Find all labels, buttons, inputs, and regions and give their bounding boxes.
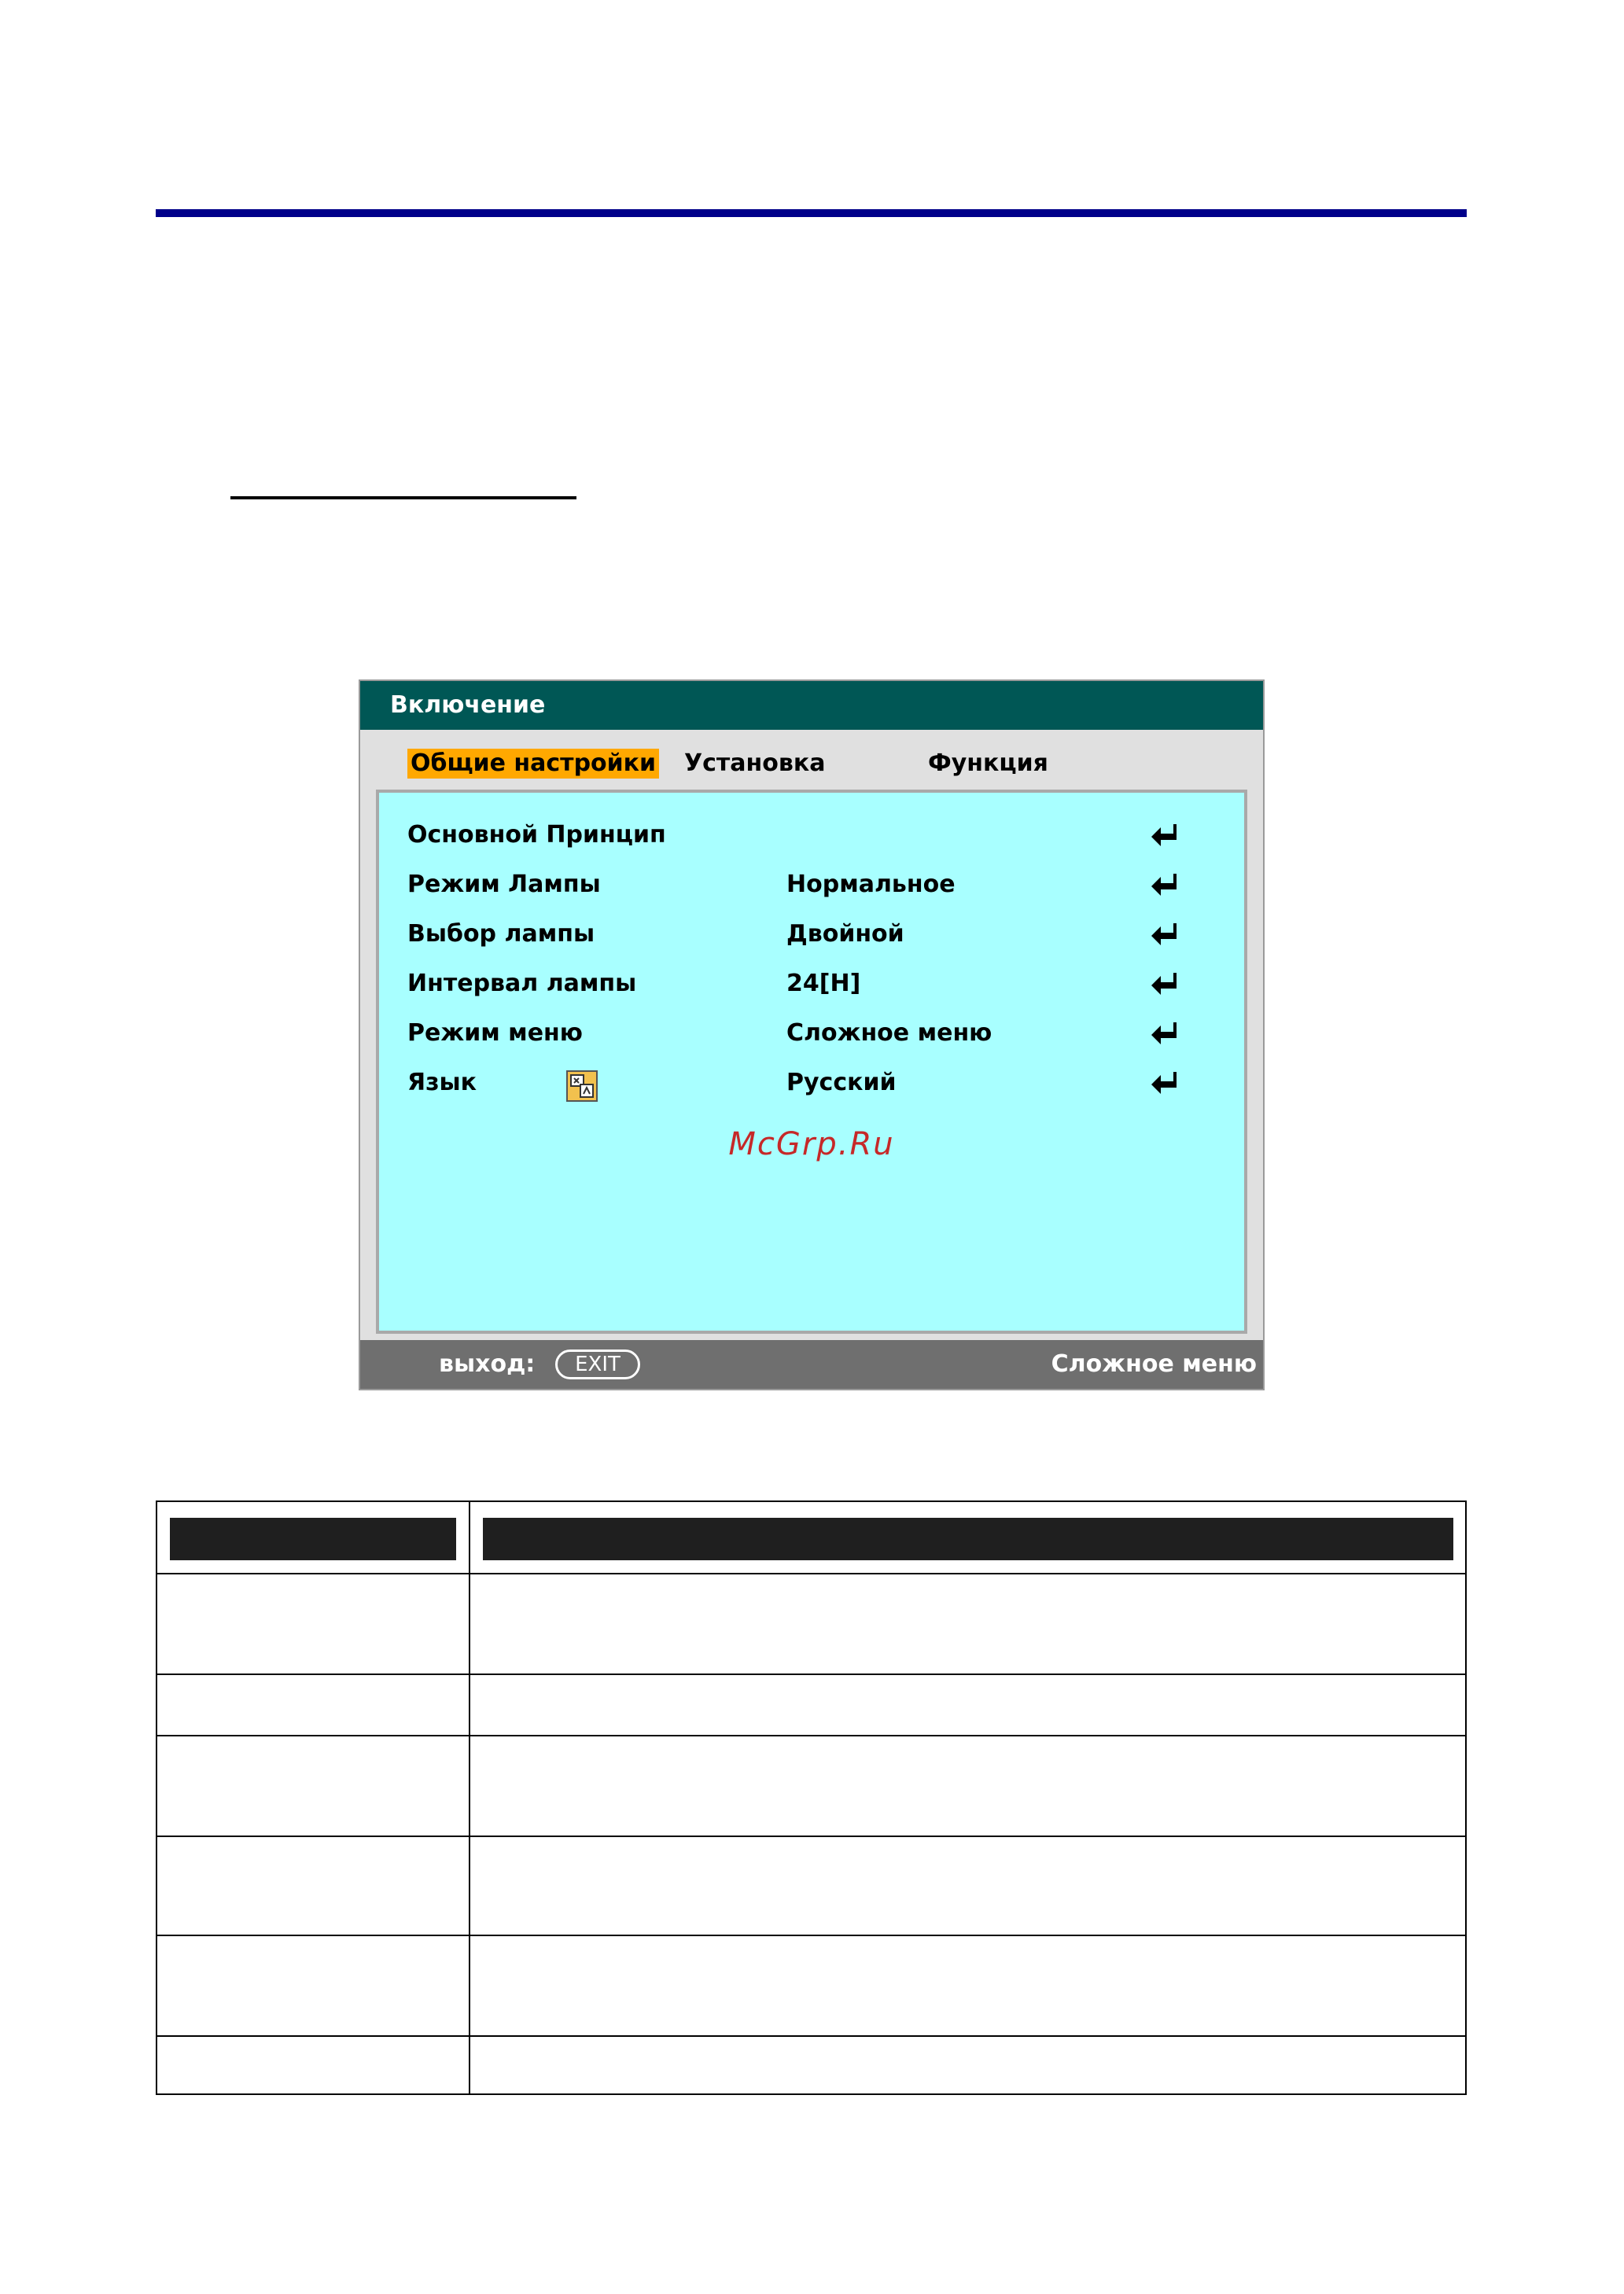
- table-row-divider: [157, 2035, 1465, 2037]
- row-label: Основной Принцип: [407, 821, 666, 849]
- osd-row-lamp-interval[interactable]: [379, 965, 1244, 1003]
- row-label: Выбор лампы: [407, 920, 595, 948]
- tab-installation[interactable]: Установка: [684, 749, 826, 777]
- enter-icon[interactable]: [1150, 1021, 1181, 1046]
- row-value: Сложное меню: [786, 1019, 992, 1047]
- column-divider: [469, 1502, 470, 2093]
- enter-icon[interactable]: [1150, 823, 1181, 848]
- top-rule: [156, 209, 1467, 217]
- exit-label: выход:: [439, 1350, 536, 1378]
- table-row-divider: [157, 1735, 1465, 1736]
- osd-row-basic-principle[interactable]: [379, 816, 1244, 854]
- menu-mode-indicator: Сложное меню: [1051, 1350, 1257, 1378]
- osd-row-menu-mode[interactable]: [379, 1014, 1244, 1052]
- header-cell-description: [483, 1518, 1453, 1560]
- table-row-divider: [157, 1935, 1465, 1936]
- osd-settings-panel: [376, 790, 1247, 1334]
- osd-row-lamp-select[interactable]: [379, 915, 1244, 953]
- osd-title: Включение: [360, 681, 1263, 730]
- table-row-divider: [157, 1674, 1465, 1675]
- osd-menu: [359, 679, 1265, 1390]
- osd-footer: [360, 1340, 1263, 1389]
- row-value: Русский: [786, 1069, 897, 1096]
- row-label: Режим меню: [407, 1019, 583, 1047]
- enter-icon[interactable]: [1150, 872, 1181, 897]
- row-label: Язык: [407, 1069, 477, 1096]
- header-cell-item: [170, 1518, 456, 1560]
- description-table: [156, 1500, 1467, 2095]
- tab-function[interactable]: Функция: [928, 749, 1048, 777]
- enter-icon[interactable]: [1150, 1070, 1181, 1095]
- table-row-divider: [157, 1573, 1465, 1574]
- enter-icon[interactable]: [1150, 922, 1181, 947]
- section-underline: [230, 496, 576, 499]
- osd-row-language[interactable]: [379, 1064, 1244, 1102]
- row-label: Интервал лампы: [407, 970, 637, 997]
- table-row-divider: [157, 1836, 1465, 1837]
- watermark: McGrp.Ru: [728, 1126, 895, 1162]
- exit-button[interactable]: EXIT: [555, 1350, 640, 1379]
- row-value: Нормальное: [786, 871, 956, 898]
- enter-icon[interactable]: [1150, 971, 1181, 996]
- osd-row-lamp-mode[interactable]: [379, 866, 1244, 904]
- row-label: Режим Лампы: [407, 871, 601, 898]
- language-icon: [566, 1070, 598, 1102]
- row-value: Двойной: [786, 920, 904, 948]
- tab-general-settings[interactable]: Общие настройки: [407, 749, 659, 779]
- row-value: 24[H]: [786, 970, 861, 997]
